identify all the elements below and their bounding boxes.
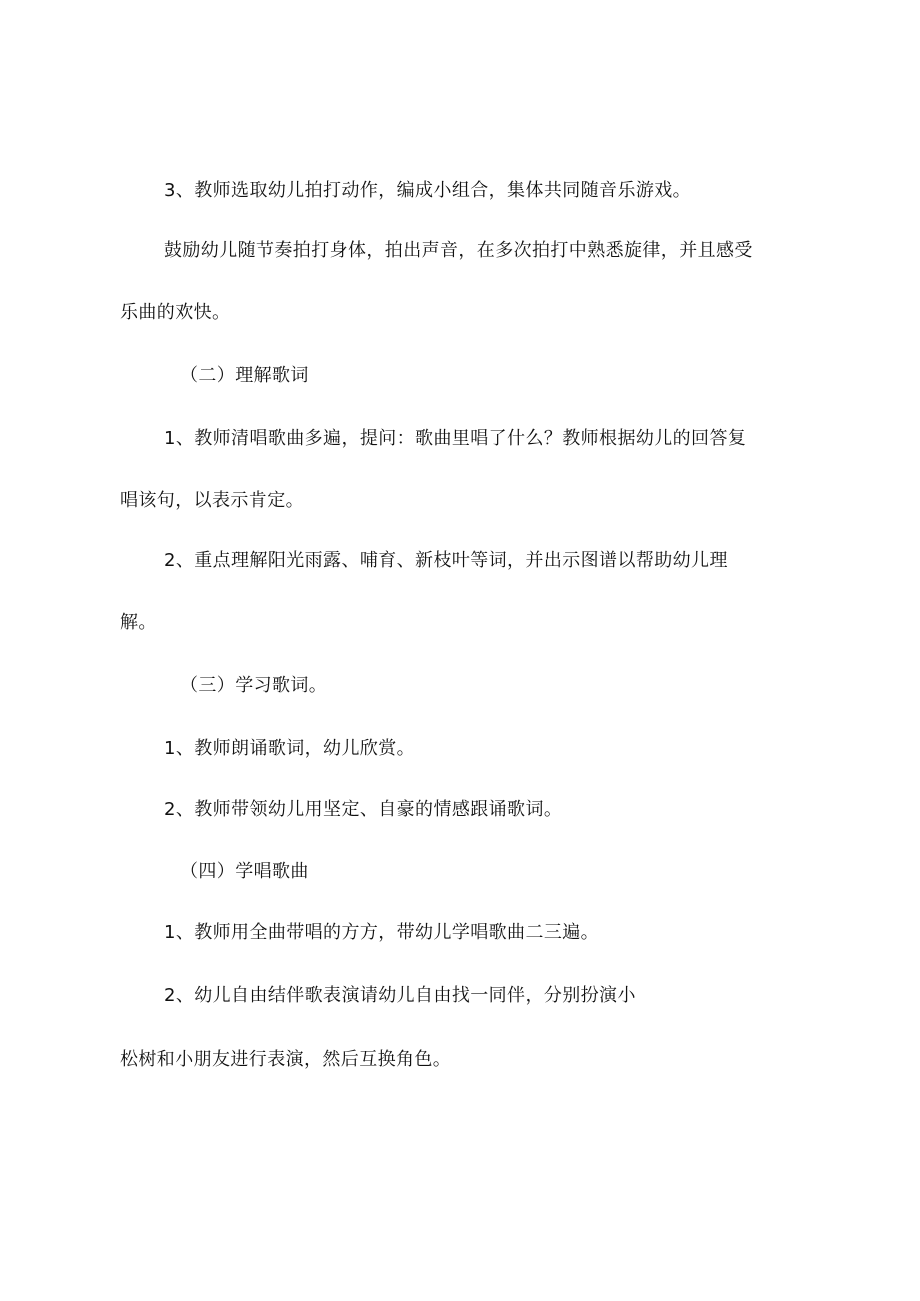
learn-step-1: 1、教师朗诵歌词，幼儿欣赏。: [164, 738, 416, 759]
sing-step-1: 1、教师用全曲带唱的方方，带幼儿学唱歌曲二三遍。: [164, 922, 600, 943]
sing-step-2-line-2: 松树和小朋友进行表演，然后互换角色。: [120, 1049, 452, 1070]
understand-step-1-line-2: 唱该句，以表示肯定。: [120, 490, 304, 511]
understand-step-2-line-2: 解。: [120, 612, 157, 633]
learn-step-2: 2、教师带领幼儿用坚定、自豪的情感跟诵歌词。: [164, 799, 563, 820]
understand-step-1-line-1: 1、教师清唱歌曲多遍，提问：歌曲里唱了什么？教师根据幼儿的回答复: [164, 428, 747, 449]
section-heading-understand-lyrics: （二）理解歌词: [180, 365, 309, 386]
understand-step-2-line-1: 2、重点理解阳光雨露、哺育、新枝叶等词，并出示图谱以帮助幼儿理: [164, 550, 728, 571]
encourage-paragraph-line-2: 乐曲的欢快。: [120, 302, 231, 323]
section-heading-learn-singing: （四）学唱歌曲: [180, 861, 309, 882]
section-heading-learn-lyrics: （三）学习歌词。: [180, 675, 328, 696]
step-3-paragraph: 3、教师选取幼儿拍打动作，编成小组合，集体共同随音乐游戏。: [164, 180, 692, 201]
encourage-paragraph-line-1: 鼓励幼儿随节奏拍打身体，拍出声音，在多次拍打中熟悉旋律，并且感受: [164, 240, 753, 261]
sing-step-2-line-1: 2、幼儿自由结伴歌表演请幼儿自由找一同伴，分别扮演小: [164, 985, 636, 1006]
